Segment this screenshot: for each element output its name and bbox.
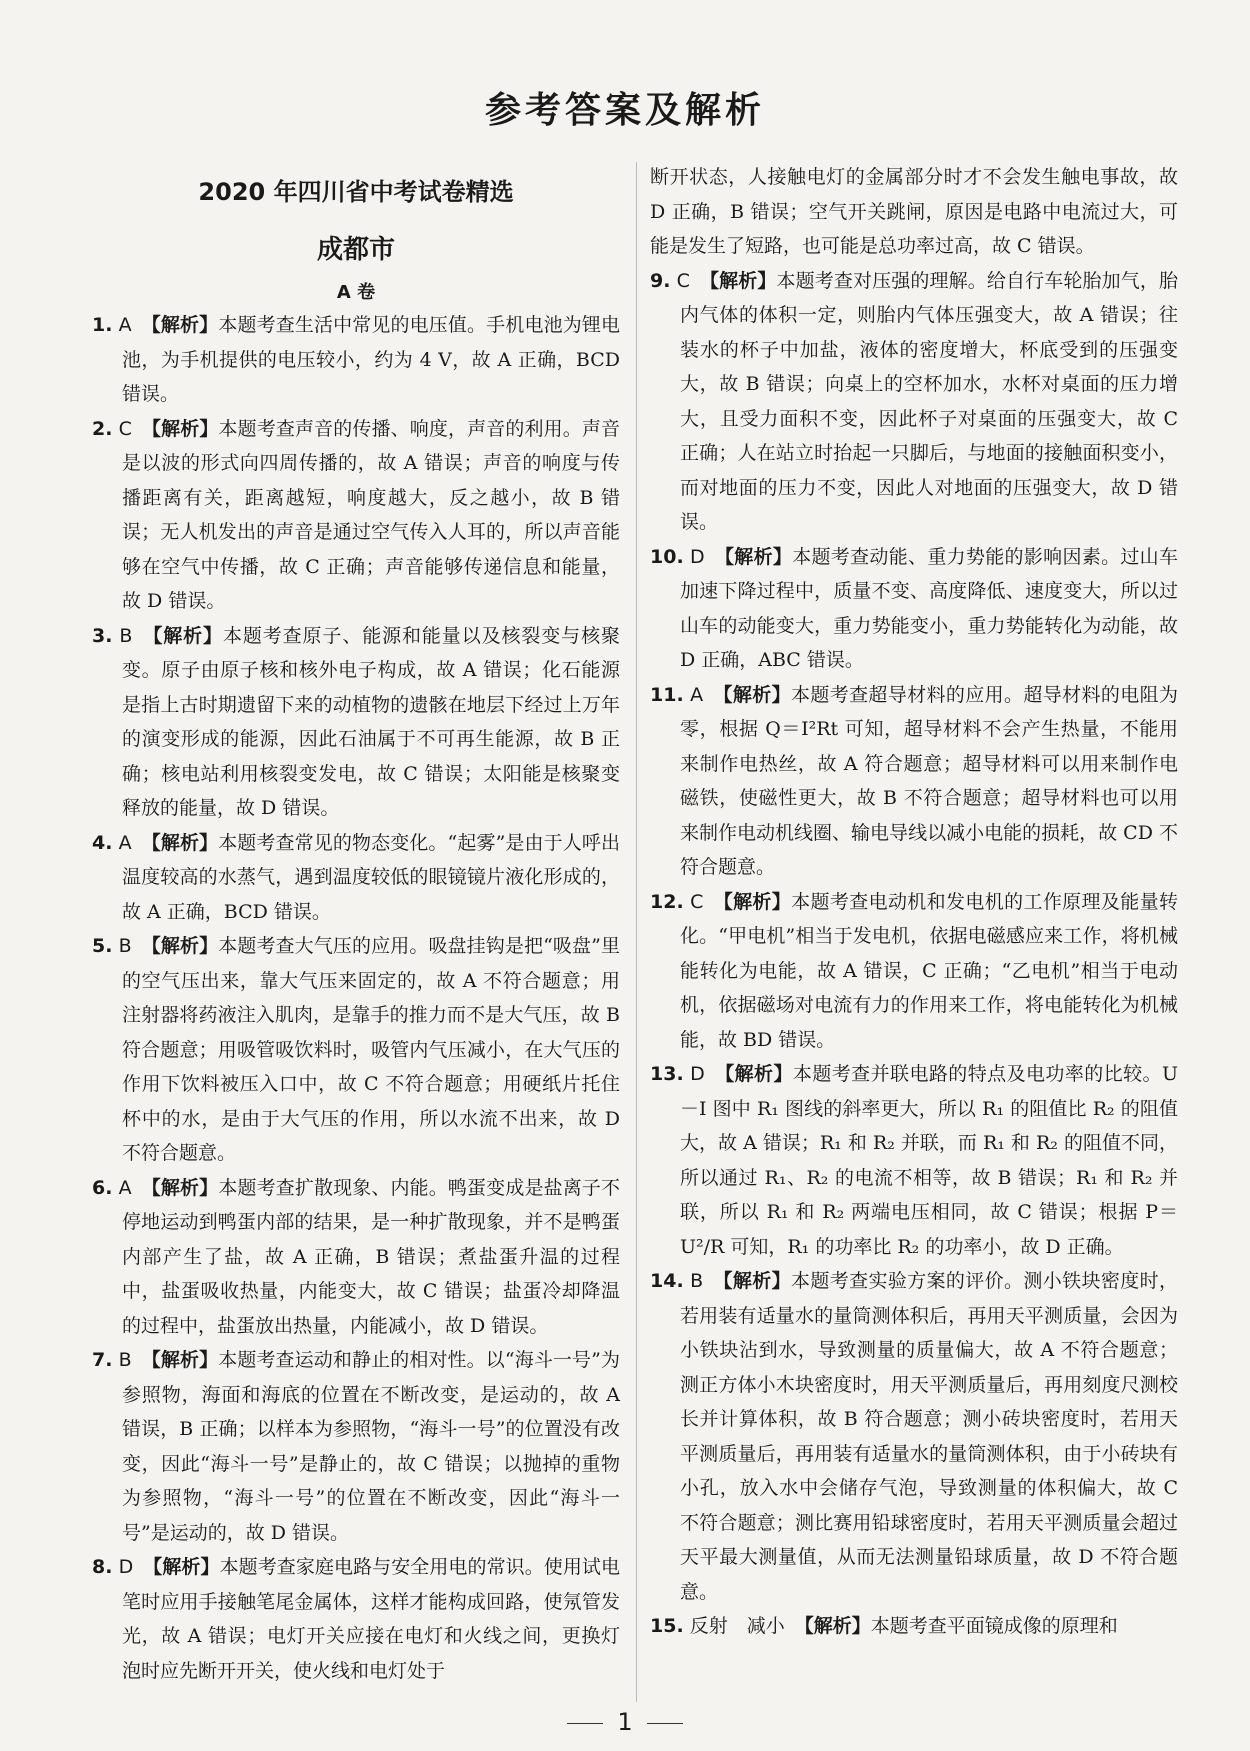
- item-text: 本题考查声音的传播、响度，声音的利用。声音是以波的形式向四周传播的，故 A 错误；声音的响度与传播距离有关，距离越短，响度越大，反之越小，故 B 错误；无人机发出的声音是通过空气传入人耳的，所以声音能够在空气中传播，故 C 正确；声音能够传递信息和能量，故 D 错误。: [122, 417, 620, 612]
- answer-item: [92, 412, 620, 619]
- analysis-tag: 【解析】: [714, 545, 793, 568]
- item-answer: C: [690, 890, 704, 913]
- item-text: 本题考查对压强的理解。给自行车轮胎加气，胎内气体的体积一定，则胎内气体压强变大，故 A 错误；往装水的杯子中加盐，液体的密度增大，杯底受到的压强变大，故 B 错误；向桌上的空杯加水，水杯对桌面的压力增大，且受力面积不变，因此杯子对桌面的压强变大，故 C 正确；人在站立时抬起一只脚后，与地面的接触面积变小，而对地面的压力不变，因此人对地面的压强变大，故 D 错误。: [680, 269, 1178, 533]
- item-text: 本题考查生活中常见的电压值。手机电池为锂电池，为手机提供的电压较小，约为 4 V，故 A 正确，BCD 错误。: [122, 314, 620, 405]
- item-number: 8.: [92, 1556, 113, 1578]
- item-number: 6.: [92, 1176, 113, 1199]
- item-text: 本题考查并联电路的特点及电功率的比较。U－I 图中 R₁ 图线的斜率更大，所以 R₁ 的阻值比 R₂ 的阻值大，故 A 错误；R₁ 和 R₂ 并联，而 R₁ 和 R₂ 的阻值不同，所以通过 R₁、R₂ 的电流不相等，故 B 错误；R₁ 和 R₂ 并联，所以 R₁ 和 R₂ 两端电压相同，故 C 错误；根据 P＝U²/R 可知，R₁ 的功率比 R₂ 的功率小，故 D 正确。: [680, 1063, 1178, 1258]
- analysis-tag: 【解析】: [713, 683, 791, 706]
- answer-list-right: [650, 264, 1178, 1644]
- item-answer: 反射 减小: [689, 1615, 785, 1637]
- item-number: 7.: [92, 1349, 113, 1371]
- footer-dash-left: [567, 1723, 603, 1724]
- item-number: 2.: [92, 417, 113, 440]
- analysis-tag: 【解析】: [141, 831, 219, 854]
- item-answer: A: [690, 683, 704, 706]
- item-answer: B: [118, 1349, 132, 1371]
- item-text: 本题考查大气压的应用。吸盘挂钩是把“吸盘”里的空气压出来，靠大气压来固定的，故 A 不符合题意；用注射器将药液注入肌肉，是靠手的推力而不是大气压，故 B 符合题意；用吸管吸饮料时，吸管内气压减小，在大气压的作用下饮料被压入口中，故 C 不符合题意；用硬纸片托住杯中的水，是由于大气压的作用，所以水流不出来，故 D 不符合题意。: [122, 935, 620, 1164]
- answer-item: [650, 1264, 1178, 1609]
- analysis-tag: 【解析】: [794, 1615, 871, 1637]
- analysis-tag: 【解析】: [143, 1556, 220, 1578]
- page-number: 1: [617, 1708, 633, 1736]
- analysis-tag: 【解析】: [699, 269, 777, 292]
- item-number: 4.: [92, 831, 113, 854]
- item-text: 本题考查超导材料的应用。超导材料的电阻为零，根据 Q＝I²Rt 可知，超导材料不会产生热量，不能用来制作电热丝，故 A 符合题意；超导材料可以用来制作电磁铁，使磁性更大，故 B 不符合题意；超导材料也可以用来制作电动机线圈、输电导线以减小电能的损耗，故 CD 不符合题意。: [680, 683, 1178, 878]
- item-answer: A: [118, 831, 132, 854]
- column-divider: [636, 162, 637, 1702]
- answer-item: [650, 678, 1178, 885]
- analysis-tag: 【解析】: [141, 1349, 219, 1371]
- answer-item: [92, 1171, 620, 1344]
- item-text: 本题考查家庭电路与安全用电的常识。使用试电笔时应用手接触笔尾金属体，这样才能构成回路，使氖管发光，故 A 错误；电灯开关应接在电灯和火线之间，更换灯泡时应先断开开关，使火线和电灯处于: [122, 1556, 620, 1682]
- item-text: 本题考查原子、能源和能量以及核裂变与核聚变。原子由原子核和核外电子构成，故 A 错误；化石能源是指上古时期遗留下来的动植物的遗骸在地层下经过上万年的演变形成的能源，因此石油属于不可再生能源，故 B 正确；核电站利用核裂变发电，故 C 错误；太阳能是核聚变释放的能量，故 D 错误。: [122, 624, 620, 819]
- item-text: 本题考查常见的物态变化。“起雾”是由于人呼出温度较高的水蒸气，遇到温度较低的眼镜镜片液化形成的，故 A 正确，BCD 错误。: [122, 831, 620, 923]
- answer-item: [650, 1609, 1178, 1644]
- item-text: 本题考查扩散现象、内能。鸭蛋变成是盐离子不停地运动到鸭蛋内部的结果，是一种扩散现象，并不是鸭蛋内部产生了盐，故 A 正确，B 错误；煮盐蛋升温的过程中，盐蛋吸收热量，内能变大，故 C 错误；盐蛋冷却降温的过程中，盐蛋放出热量，内能减小，故 D 错误。: [122, 1176, 620, 1337]
- page-footer: [0, 1708, 1250, 1736]
- item-number: 14.: [650, 1270, 684, 1292]
- item-number: 1.: [92, 314, 113, 336]
- continuation-text: 断开状态，人接触电灯的金属部分时才不会发生触电事故，故 D 正确，B 错误；空气开关跳闸，原因是电路中电流过大，可能是发生了短路，也可能是总功率过高，故 C 错误。: [650, 166, 1178, 257]
- item-number: 9.: [650, 269, 671, 292]
- analysis-tag: 【解析】: [713, 1270, 791, 1292]
- item-number: 12.: [650, 890, 684, 913]
- item-number: 13.: [650, 1063, 684, 1085]
- item-answer: B: [119, 624, 133, 647]
- item-text: 本题考查实验方案的评价。测小铁块密度时，若用装有适量水的量筒测体积后，再用天平测质量，会因为小铁块沾到水，导致测量的质量偏大，故 A 不符合题意；测正方体小木块密度时，用天平测质量后，再用刻度尺测校长并计算体积，故 B 符合题意；测小砖块密度时，若用天平测质量后，再用装有适量水的量筒测体积，由于小砖块有小孔，放入水中会储存气泡，导致测量的体积偏大，故 C 不符合题意；测比赛用铅球密度时，若用天平测质量会超过天平最大测量值，从而无法测量铅球质量，故 D 不符合题意。: [680, 1270, 1178, 1603]
- answer-item: [92, 826, 620, 930]
- item-number: 11.: [650, 683, 684, 706]
- item-answer: B: [690, 1270, 704, 1292]
- item-text: 本题考查电动机和发电机的工作原理及能量转化。“甲电机”相当于发电机，依据电磁感应来工作，将机械能转化为电能，故 A 错误，C 正确；“乙电机”相当于电动机，依据磁场对电流有力的作用来工作，将电能转化为机械能，故 BD 错误。: [680, 890, 1178, 1051]
- left-column: [92, 160, 620, 1688]
- item-answer: A: [118, 1176, 132, 1199]
- item-answer: D: [690, 545, 705, 568]
- analysis-tag: 【解析】: [141, 1176, 219, 1199]
- answer-item: [650, 540, 1178, 678]
- analysis-tag: 【解析】: [141, 417, 219, 440]
- answer-item: [650, 1057, 1178, 1264]
- answer-item: [650, 885, 1178, 1058]
- item-answer: C: [118, 417, 132, 440]
- answer-item: [92, 1550, 620, 1688]
- answer-item: [92, 619, 620, 826]
- item-text: 本题考查平面镜成像的原理和: [870, 1615, 1118, 1637]
- item-answer: B: [118, 935, 132, 957]
- section-title: 2020 年四川省中考试卷精选: [198, 178, 514, 206]
- answer-list-left: [92, 308, 620, 1688]
- footer-dash-right: [647, 1723, 683, 1724]
- answer-item: [92, 1343, 620, 1550]
- analysis-tag: 【解析】: [141, 935, 219, 957]
- analysis-tag: 【解析】: [714, 1063, 793, 1085]
- item-answer: C: [676, 269, 690, 292]
- answer-item: [92, 929, 620, 1171]
- analysis-tag: 【解析】: [141, 314, 219, 336]
- analysis-tag: 【解析】: [142, 624, 223, 647]
- page-title: 参考答案及解析: [484, 90, 765, 131]
- part-heading: A 卷: [336, 282, 376, 303]
- item-number: 15.: [650, 1615, 684, 1637]
- item-number: 5.: [92, 935, 113, 957]
- item-number: 3.: [92, 624, 113, 647]
- item-text: 本题考查运动和静止的相对性。以“海斗一号”为参照物，海面和海底的位置在不断改变，是运动的，故 A 错误，B 正确；以样本为参照物，“海斗一号”的位置没有改变，因此“海斗一号”是静止的，故 C 错误；以抛掉的重物为参照物，“海斗一号”的位置在不断改变，因此“海斗一号”是运动的，故 D 错误。: [122, 1349, 620, 1544]
- answer-item: [92, 308, 620, 412]
- city-heading: 成都市: [316, 235, 395, 265]
- answer-item: [650, 264, 1178, 540]
- item-answer: D: [690, 1063, 705, 1085]
- item-number: 10.: [650, 545, 684, 568]
- item-text: 本题考查动能、重力势能的影响因素。过山车加速下降过程中，质量不变、高度降低、速度变大，所以过山车的动能变大，重力势能变小，重力势能转化为动能，故 D 正确，ABC 错误。: [680, 545, 1178, 671]
- analysis-tag: 【解析】: [713, 890, 792, 913]
- right-column: [650, 160, 1178, 1644]
- item-answer: A: [118, 314, 132, 336]
- item-answer: D: [118, 1556, 134, 1578]
